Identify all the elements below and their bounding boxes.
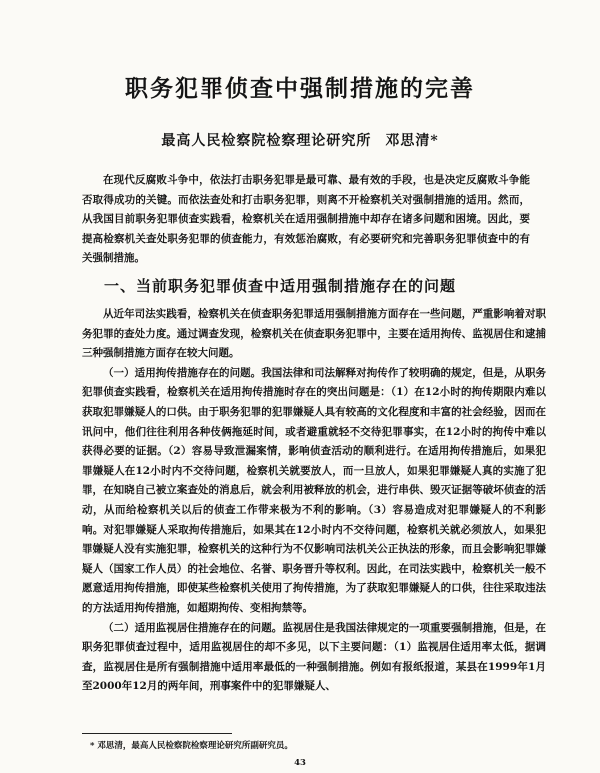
body-paragraph: （一）适用拘传措施存在的问题。我国法律和司法解释对拘传作了较明确的规定，但是，从职务犯罪侦查实践看，检察机关在适用拘传措施时存在的突出问题是：（1）在12小时的拘传期限内难以获取犯罪嫌疑人的口供。由于职务犯罪的犯罪嫌疑人具有较高的文化程度和丰富的社会经验，因而在讯问中，他们往往利用各种伎俩拖延时间，或者避重就轻不交待犯罪事实，在12小时的拘传中难以获得必要的证据。（2）容易导致泄漏案情，影响侦查活动的顺利进行。在适用拘传措施后，如果犯罪嫌疑人在12小时内不交待问题，检察机关就要放人，而一旦放人，如果犯罪嫌疑人真的实施了犯罪，在知晓自己被立案查处的消息后，就会利用被释放的机会，进行串供、毁灭证据等破坏侦查的活动，从而给检察机关以后的侦查工作带来极为不利的影响。（3）容易造成对犯罪嫌疑人的不利影响。对犯罪嫌疑人采取拘传措施后，如果其在12小时内不交待问题，检察机关就必须放人，如果犯罪嫌疑人没有实施犯罪，检察机关的这种行为不仅影响司法机关公正执法的形象，而且会影响犯罪嫌疑人（国家工作人员）的社会地位、名誉、职务晋升等权利。因此，在司法实践中，检察机关一般不愿意适用拘传措施，即使某些检察机关使用了拘传措施，为了获取犯罪嫌疑人的口供，往往采取违法的方法适用拘传措施，如超期拘传、变相拘禁等。 (82, 366, 546, 614)
body-paragraph: 从近年司法实践看，检察机关在侦查职务犯罪适用强制措施方面存在一些问题，严重影响着对职务犯罪的查处力度。通过调查发现，检察机关在侦查职务犯罪中，主要在适用拘传、监视居住和逮捕三种强制措施方面存在较大问题。 (82, 308, 546, 360)
footnote: * 邓思清，最高人民检察院检察理论研究所副研究员。 (90, 741, 293, 751)
author-name: 邓思清* (385, 133, 439, 149)
footnote-divider (82, 733, 232, 734)
author-affiliation: 最高人民检察院检察理论研究所 (161, 133, 372, 149)
page-number: 43 (294, 758, 306, 768)
author-line (0, 130, 600, 150)
article-title: 职务犯罪侦查中强制措施的完善 (125, 75, 475, 102)
section-heading: 一、当前职务犯罪侦查中适用强制措施存在的问题 (104, 277, 457, 295)
abstract-paragraph: 在现代反腐败斗争中，依法打击职务犯罪是最可靠、最有效的手段，也是决定反腐败斗争能否取得成功的关键。而依法查处和打击职务犯罪，则离不开检察机关对强制措施的适用。然而，从我国目前职务犯罪侦查实践看，检察机关在适用强制措施中却存在诸多问题和困境。因此，要提高检察机关查处职务犯罪的侦查能力，有效惩治腐败，有必要研究和完善职务犯罪侦查中的有关强制措施。 (82, 174, 530, 265)
body-paragraph: （二）适用监视居住措施存在的问题。监视居住是我国法律规定的一项重要强制措施，但是，在职务犯罪侦查过程中，适用监视居住的却不多见，以下主要问题：（1）监视居住适用率太低，据调查，监视居住是所有强制措施中适用率最低的一种强制措施。例如有报纸报道，某县在1999年1月至2000年12月的两年间，刑事案件中的犯罪嫌疑人、 (82, 621, 546, 693)
section-body (82, 305, 546, 697)
